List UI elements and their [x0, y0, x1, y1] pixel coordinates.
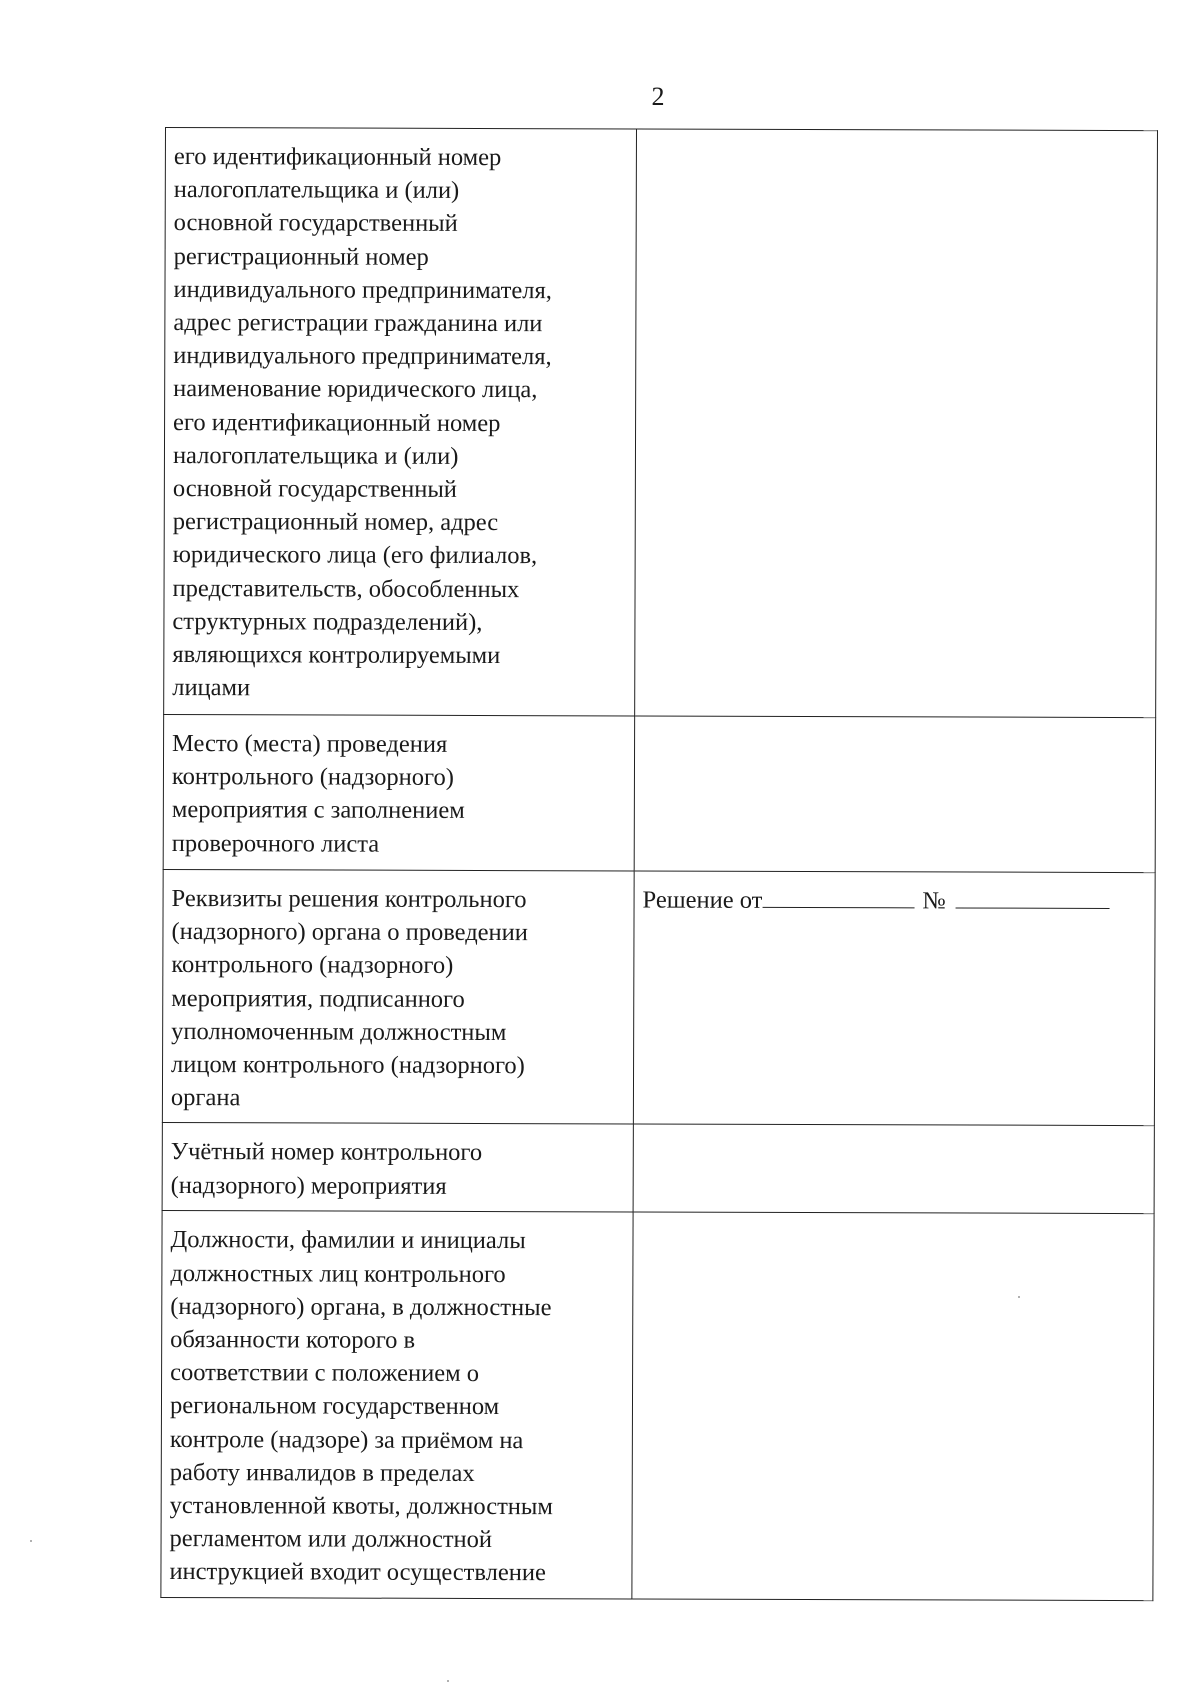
decision-prefix: Решение от [642, 886, 763, 914]
table-row [163, 714, 1155, 872]
number-sign: № [922, 887, 946, 915]
officials-field[interactable] [632, 1212, 1154, 1600]
registration-number-label: Учётный номер контрольного (надзорного) мероприятия [170, 1138, 483, 1200]
registration-number-field[interactable] [633, 1124, 1154, 1214]
row-label-cell [164, 128, 637, 716]
table-row [164, 128, 1158, 718]
row-label-cell [163, 714, 634, 870]
decision-details-label: Реквизиты решения контрольного (надзорного) органа о проведении контрольного (надзорного) мероприятия, подписанного уполномоченным должностным лицом контрольного (надзорного) органа [170, 885, 528, 1112]
row-label-cell [162, 869, 634, 1124]
checklist-details-table [160, 127, 1158, 1601]
scan-speck [447, 1680, 449, 1682]
scan-speck [1018, 1296, 1020, 1298]
table-row [161, 1211, 1154, 1600]
row-label-cell [161, 1211, 633, 1599]
table-row [162, 869, 1155, 1126]
decision-number-blank[interactable] [956, 885, 1110, 908]
page-number: 2 [651, 82, 665, 111]
officials-label: Должности, фамилии и инициалы должностных лиц контрольного (надзорного) органа, в должностные обязанности которого в соответствии с положением о региональном государственном контроле (надзоре) за приёмом на работу инвалидов в пределах установленной квоты, должностным регламентом или должностной инструкцией входит осуществление [169, 1226, 553, 1587]
contractor-identification-field[interactable] [635, 129, 1158, 718]
contractor-identification-label: его идентификационный номер налогоплательщика и (или) основной государственный регистрационный номер индивидуального предпринимателя, адрес регистрации гражданина или индивидуального предпринимателя, наименование юридического лица, его идентификационный номер налогоплательщика и (или) основной государственный регистрационный номер, адрес юридического лица (его филиалов, представительств, обособленных структурных подразделений), являющихся контролируемыми лицами [172, 143, 552, 702]
decision-line [643, 884, 1145, 919]
table-row [162, 1123, 1154, 1214]
decision-details-field [633, 871, 1155, 1126]
inspection-place-label: Место (места) проведения контрольного (надзорного) мероприятия с заполнением проверочного листа [171, 730, 465, 858]
inspection-place-field[interactable] [634, 716, 1155, 873]
scan-speck [30, 1540, 32, 1542]
decision-date-blank[interactable] [762, 885, 914, 908]
row-label-cell [162, 1123, 633, 1212]
